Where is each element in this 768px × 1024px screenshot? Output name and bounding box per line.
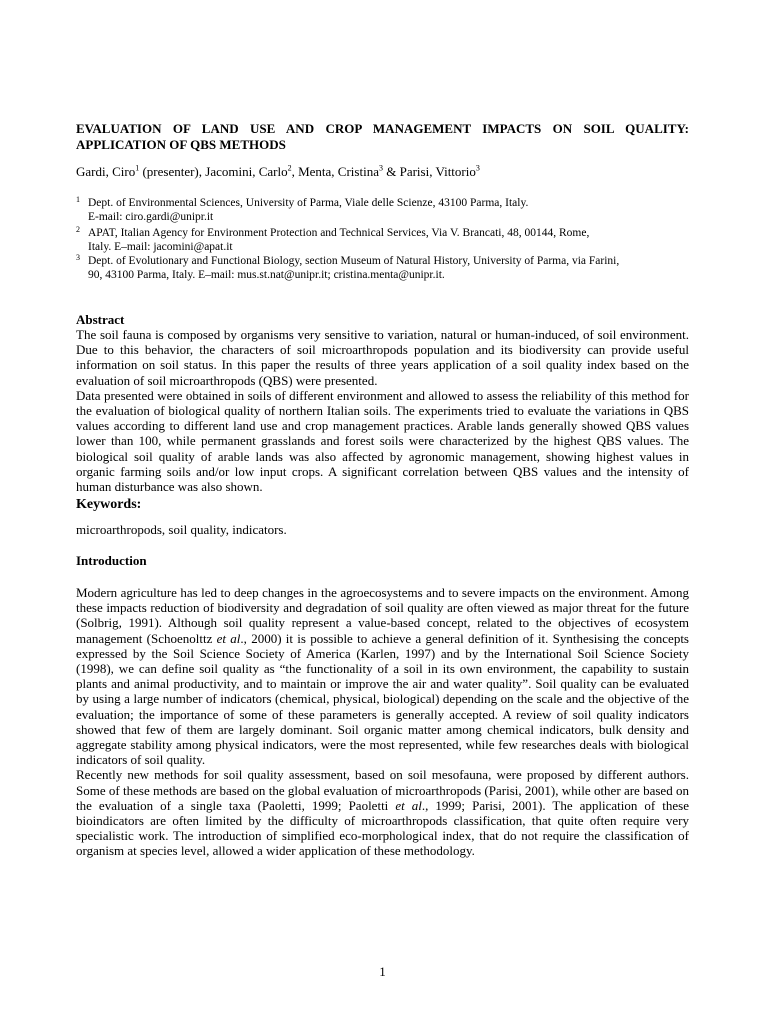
affiliation-line: Dept. of Environmental Sciences, University of Parma, Viale delle Scienze, 43100 Parma, Italy. xyxy=(88,197,529,209)
author-superscript: 3 xyxy=(378,163,383,173)
paper-title: EVALUATION OF LAND USE AND CROP MANAGEMENT IMPACTS ON SOIL QUALITY: APPLICATION OF QBS METHODS xyxy=(76,121,689,152)
affiliation-email: 90, 43100 Parma, Italy. E–mail: mus.st.nat@unipr.it; cristina.menta@unipr.it. xyxy=(88,269,445,281)
intro-text: Recently new methods for soil quality assessment, based on soil mesofauna, were proposed by different authors. Some of these methods are based on the global evaluation of microarthropods (Parisi, 2001), while other are based on the evaluation of a single taxa (Paoletti, 1999; Paoletti xyxy=(76,767,689,813)
introduction-heading: Introduction xyxy=(76,553,147,568)
affiliation-number: 2 xyxy=(76,225,80,234)
intro-etal: et al xyxy=(216,630,241,646)
affiliation-line: APAT, Italian Agency for Environment Protection and Technical Services, Via V. Brancati, 48, 00144, Rome, xyxy=(88,227,590,239)
abstract-heading: Abstract xyxy=(76,312,125,327)
introduction-paragraph-2 xyxy=(76,767,689,858)
author-gardi: Gardi, Ciro xyxy=(76,164,136,179)
abstract-paragraph-2: Data presented were obtained in soils of different environment and allowed to assess the reliability of this method for the evaluation of biological quality of northern Italian soils. The experiments tried to evaluate the variations in QBS values according to different land use and crop management practices. Arable lands generally showed QBS values lower than 100, while permanent grasslands and forest soils were characterized by the highest QBS values. The biological soil quality of arable lands was also affected by agronomic management, showing highest values in organic farming soils and/or low input crops. A significant correlation between QBS values and the intensity of human disturbance was also shown. xyxy=(76,387,689,495)
intro-text: Modern agriculture has led to deep changes in the agroecosystems and to severe impacts on the environment. Among these impacts reduction of biodiversity and degradation of soil quality are often viewed as major threat for the future (Solbrig, 1991). Although soil quality represent a value-based concept, related to the objectives of ecosystem management (Schoenolttz xyxy=(76,585,689,646)
keywords-text: microarthropods, soil quality, indicators. xyxy=(76,522,287,537)
keywords-heading: Keywords: xyxy=(76,497,142,512)
author-parisi: & Parisi, Vittorio xyxy=(382,164,476,179)
affiliation-number: 1 xyxy=(76,195,80,204)
intro-etal: et al xyxy=(395,797,422,813)
introduction-paragraph-1 xyxy=(76,585,689,767)
page-number: 1 xyxy=(379,964,386,979)
abstract-body xyxy=(76,327,689,494)
introduction-body xyxy=(76,585,689,859)
author-superscript: 2 xyxy=(287,163,292,173)
affiliation-email: E-mail: ciro.gardi@unipr.it xyxy=(88,211,214,223)
intro-text: ., 1999; Parisi, 2001). The application of these bioindicators are often limited by the difficulty of microarthropods classification, that quite often require very specialistic work. The introduction of simplified eco-morphological index, that do not require the classification of organism at species level, allowed a wider application of these methodology. xyxy=(76,797,690,859)
intro-text: ., 2000) it is possible to achieve a general definition of it. Synthesising the concepts expressed by the Soil Science Society of America (Karlen, 1997) and by the International Soil Science Society (1998), we can define soil quality as “the functionality of a soil in its own environment, the capability to sustain plants and animal productivity, and to maintain or improve the air and water quality”. Soil quality can be evaluated by using a large number of indicators (chemical, physical, biological) depending on the scale and the objective of the evaluation; the importance of some of these parameters is generally accepted. A review of soil quality indicators showed that few of them are largely dominant. Soil organic matter among chemical indicators, bulk density and aggregate stability among physical indicators, were the most represented, while few researches deals with biological indicators of soil quality. xyxy=(76,630,689,768)
author-menta: , Menta, Cristina xyxy=(291,164,379,179)
author-jacomini: (presenter), Jacomini, Carlo xyxy=(139,164,288,179)
affiliation-number: 3 xyxy=(76,253,80,262)
affiliation-email: Italy. E–mail: jacomini@apat.it xyxy=(88,241,233,253)
author-superscript: 1 xyxy=(135,163,140,173)
author-line xyxy=(76,164,689,180)
author-superscript: 3 xyxy=(475,163,480,173)
affiliation-line: Dept. of Evolutionary and Functional Biology, section Museum of Natural History, University of Parma, via Farini, xyxy=(88,255,620,267)
abstract-paragraph-1: The soil fauna is composed by organisms very sensitive to variation, natural or human-induced, of soil environment. Due to this behavior, the characters of soil microarthropods population and its biodiversity can provide useful information on soil status. In this paper the results of three years application of a soil quality index based on the evaluation of soil microarthropods (QBS) were presented. xyxy=(76,327,689,388)
